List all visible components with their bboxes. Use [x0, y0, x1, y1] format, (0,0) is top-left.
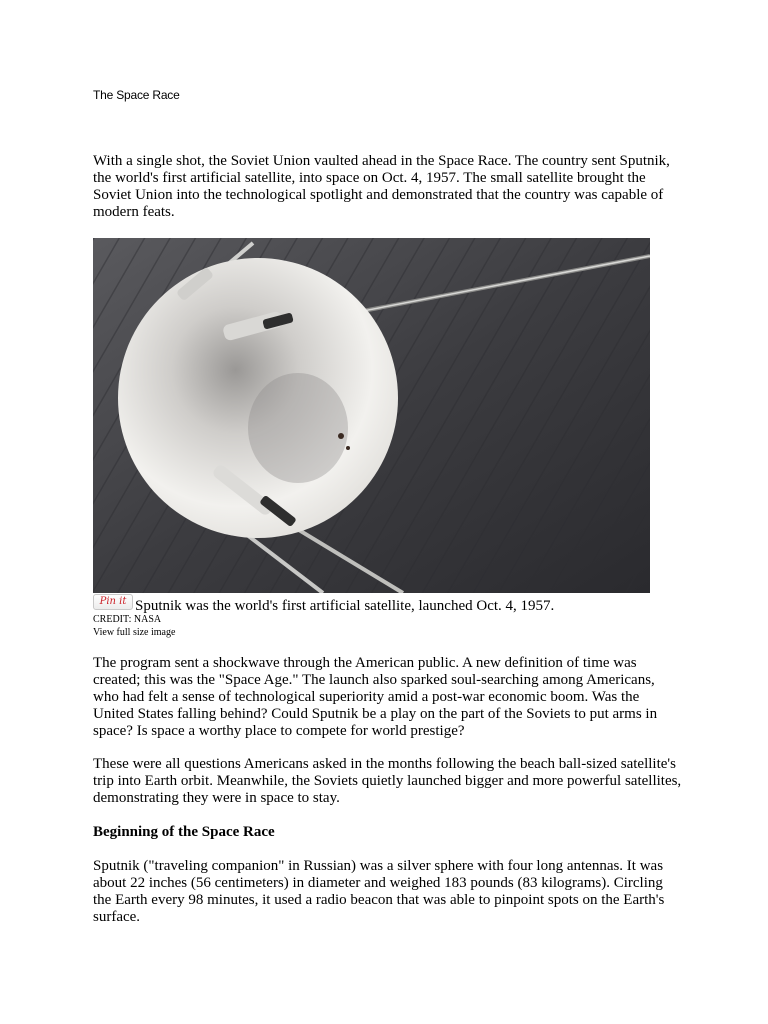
pin-it-button[interactable]: Pin it — [93, 594, 133, 610]
view-full-size-link[interactable]: View full size image — [93, 627, 176, 638]
paragraph-shockwave: The program sent a shockwave through the American public. A new definition of time was created; this was the "Space Age." The launch also sparked soul-searching among Americans, who had felt a sense of technological superiority amid a post-war economic boom. Was the United States falling behind? Could Sputnik be a play on the part of the Soviets to put arms in space? Is space a worthy place to compete for world prestige? — [93, 655, 658, 739]
paragraph-sputnik-description: Sputnik ("traveling companion" in Russian) was a silver sphere with four long antennas. It was about 22 inches (56 centimeters) in diameter and weighed 183 pounds (83 kilograms). Circling the Earth every 98 minutes, it used a radio beacon that was able to pinpoint spots on the Earth's surface. — [93, 858, 665, 925]
paragraph-questions: These were all questions Americans asked in the months following the beach ball-sized satellite's trip into Earth orbit. Meanwhile, the Soviets quietly launched bigger and more powerful satellites, demonstrating they were in space to stay. — [93, 756, 682, 806]
intro-paragraph: With a single shot, the Soviet Union vaulted ahead in the Space Race. The country sent Sputnik, the world's first artificial satellite, into space on Oct. 4, 1957. The small satellite brought the Soviet Union into the technological spotlight and demonstrated that the country was capable of modern feats. — [93, 153, 670, 220]
figure-caption: Sputnik was the world's first artificial satellite, launched Oct. 4, 1957. — [135, 598, 555, 614]
section-heading: Beginning of the Space Race — [93, 824, 275, 840]
figure-caption-row — [93, 594, 693, 616]
document-title: The Space Race — [93, 88, 180, 102]
sputnik-photo — [93, 238, 650, 593]
figure-credit: CREDIT: NASA — [93, 614, 162, 625]
